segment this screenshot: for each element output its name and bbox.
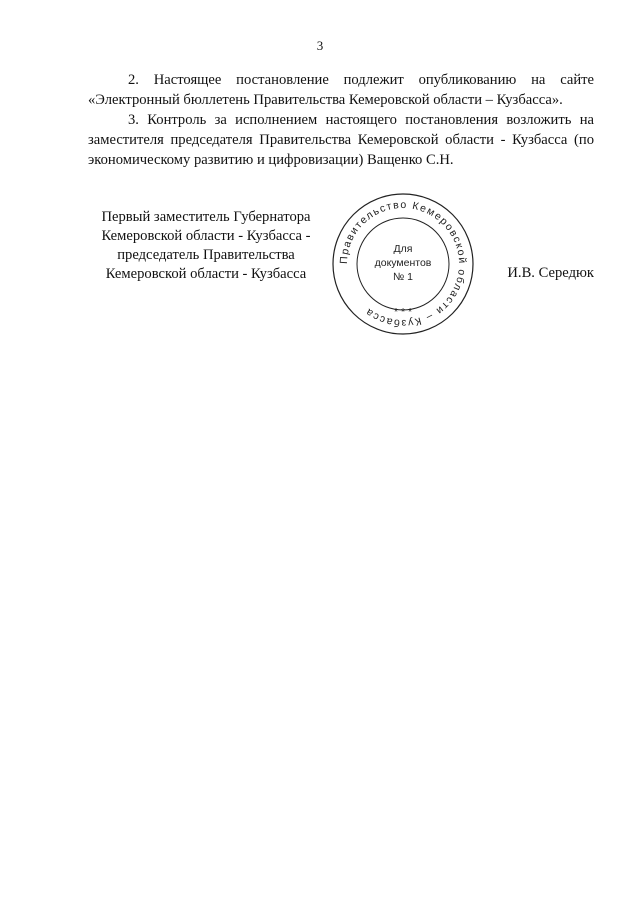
paragraph-publication: 2. Настоящее постановление подлежит опубликованию на сайте «Электронный бюллетень Правительства Кемеровской области – Кузбасса». [88,72,594,108]
seal-ring-text: Правительство Кемеровской области – Кузбасса [337,198,469,330]
signatory-title-line: Первый заместитель Губернатора [101,209,311,225]
official-seal [330,191,476,337]
seal-center-line: Для [393,243,413,255]
seal-graphic [330,191,476,337]
seal-center-line: документов [374,257,432,269]
signatory-title-line: председатель Правительства [117,247,295,263]
paragraph-control: 3. Контроль за исполнением настоящего постановления возложить на заместителя председателя Правительства Кемеровской области - Кузбасса (по экономическому развитию и цифровизации) Ващенко С.Н. [88,112,594,168]
page-number: 3 [316,38,324,53]
signatory-name: И.В. Середюк [507,265,594,281]
seal-bottom-marks: * * * [393,306,413,318]
document-body [88,70,594,170]
seal-center-line: № 1 [392,271,414,283]
signatory-title-line: Кемеровской области - Кузбасса - [101,228,311,244]
signatory-title [90,208,322,284]
signatory-title-line: Кемеровской области - Кузбасса [105,266,307,282]
